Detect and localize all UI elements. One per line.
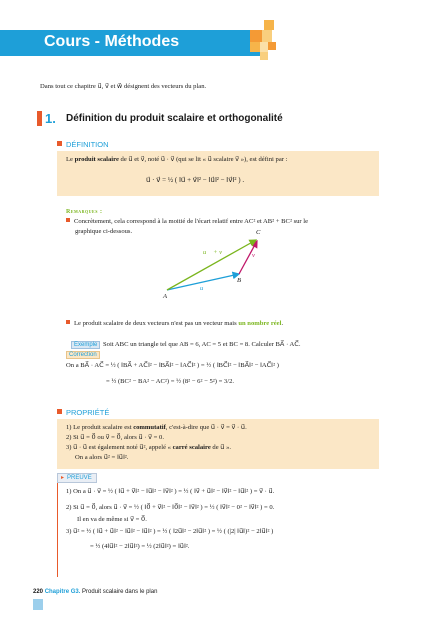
preuve-line2: 2) Si u⃗ = 0⃗, alors u⃗ · v⃗ = ½ ( ‖0⃗ + v⃗‖² − ‖0⃗‖² − ‖v⃗‖² ) = ½ ( ‖v⃗‖² − 0² − ‖v⃗‖² ) = 0. <box>66 504 275 511</box>
header-decoration <box>250 20 290 70</box>
preuve-line4: 3) u⃗² = ½ ( ‖u⃗ + u⃗‖² − ‖u⃗‖² − ‖u⃗‖² ) = ½ ( ‖2u⃗‖² − 2‖u⃗‖² ) = ½ ( (|2| ‖u⃗‖)² − 2‖u⃗‖² ) <box>66 528 274 535</box>
vector-u-label: u⃗ <box>200 285 209 292</box>
definition-label: DÉFINITION <box>57 140 109 149</box>
vector-sum-label: u⃗ + v⃗ <box>203 249 228 256</box>
vector-figure <box>150 228 280 308</box>
preuve-line3: Il en va de même si v⃗ = 0⃗. <box>77 516 147 523</box>
section-number: 1. <box>45 111 56 126</box>
page-title: Cours - Méthodes <box>44 33 180 50</box>
intro-text: Dans tout ce chapitre u⃗, v⃗ et w⃗ désignent des vecteurs du plan. <box>40 83 207 90</box>
footer-square <box>33 599 43 610</box>
preuve-tag: ▸ PREUVE <box>57 473 97 483</box>
remarque-2: Le produit scalaire de deux vecteurs n'est pas un vecteur mais un nombre réel. <box>66 320 283 329</box>
chapter-label: Chapitre G3. <box>44 589 81 595</box>
point-c-label: C <box>256 229 261 236</box>
definition-formula: u⃗ · v⃗ = ½ ( ‖u⃗ + v⃗‖² − ‖u⃗‖² − ‖v⃗‖² ) . <box>146 176 245 184</box>
correction-tag: Correction <box>66 351 100 359</box>
remarque-1-line2: graphique ci-dessous. <box>75 228 133 235</box>
vector-u-plus-v <box>167 240 256 290</box>
point-b-label: B <box>237 277 242 284</box>
definition-text: Le produit scalaire de u⃗ et v⃗, noté u⃗ · v⃗ (qui se lit « u⃗ scalaire v⃗ »), est défini par : <box>66 156 288 163</box>
propriete-2: 2) Si u⃗ = 0⃗ ou v⃗ = 0⃗, alors u⃗ · v⃗ = 0. <box>66 434 164 441</box>
propriete-3: 3) u⃗ · u⃗ est également noté u⃗², appelé « carré scalaire de u⃗ ». <box>66 444 232 451</box>
correction-line1: On a BA⃗ · AC⃗ = ½ ( ‖BA⃗ + AC⃗‖² − ‖BA⃗‖² − ‖AC⃗‖² ) = ½ ( ‖BC⃗‖² − ‖BA⃗‖² − ‖AC⃗‖² ) <box>66 362 279 369</box>
exemple-tag: Exemple <box>71 341 100 349</box>
section-title: Définition du produit scalaire et orthogonalité <box>66 113 283 124</box>
preuve-line5: = ½ (4‖u⃗‖² − 2‖u⃗‖²) = ½ (2‖u⃗‖²) = ‖u⃗‖². <box>90 543 190 550</box>
section-marker <box>37 111 42 126</box>
point-a-label: A <box>163 293 168 300</box>
page-number: 220 <box>33 589 44 595</box>
propriete-1: 1) Le produit scalaire est commutatif, c'est-à-dire que u⃗ · v⃗ = v⃗ · u⃗. <box>66 424 247 431</box>
propriete-3-line2: On a alors u⃗² = ‖u⃗‖². <box>75 454 129 461</box>
chapter-title: Produit scalaire dans le plan <box>82 589 158 595</box>
correction-line2: = ½ (BC² − BA² − AC²) = ½ (8² − 6² − 5²) = 3/2. <box>106 378 235 385</box>
vector-v-label: v⃗ <box>252 252 261 259</box>
remarques-title: Remarques : <box>66 209 103 215</box>
exemple-text: Soit ABC un triangle tel que AB = 6, AC = 5 et BC = 8. Calculer BA⃗ · AC⃗. <box>103 341 301 348</box>
propriete-label: PROPRIÉTÉ <box>57 408 109 417</box>
remarque-1-line1: Concrètement, cela correspond à la moitié de l'écart relatif entre AC² et AB² + BC² sur le <box>66 218 308 227</box>
footer <box>33 589 157 595</box>
preuve-line1: 1) On a u⃗ · v⃗ = ½ ( ‖u⃗ + v⃗‖² − ‖u⃗‖² − ‖v⃗‖² ) = ½ ( ‖v⃗ + u⃗‖² − ‖v⃗‖² − ‖u⃗‖² ) = v⃗ · u⃗. <box>66 488 275 495</box>
